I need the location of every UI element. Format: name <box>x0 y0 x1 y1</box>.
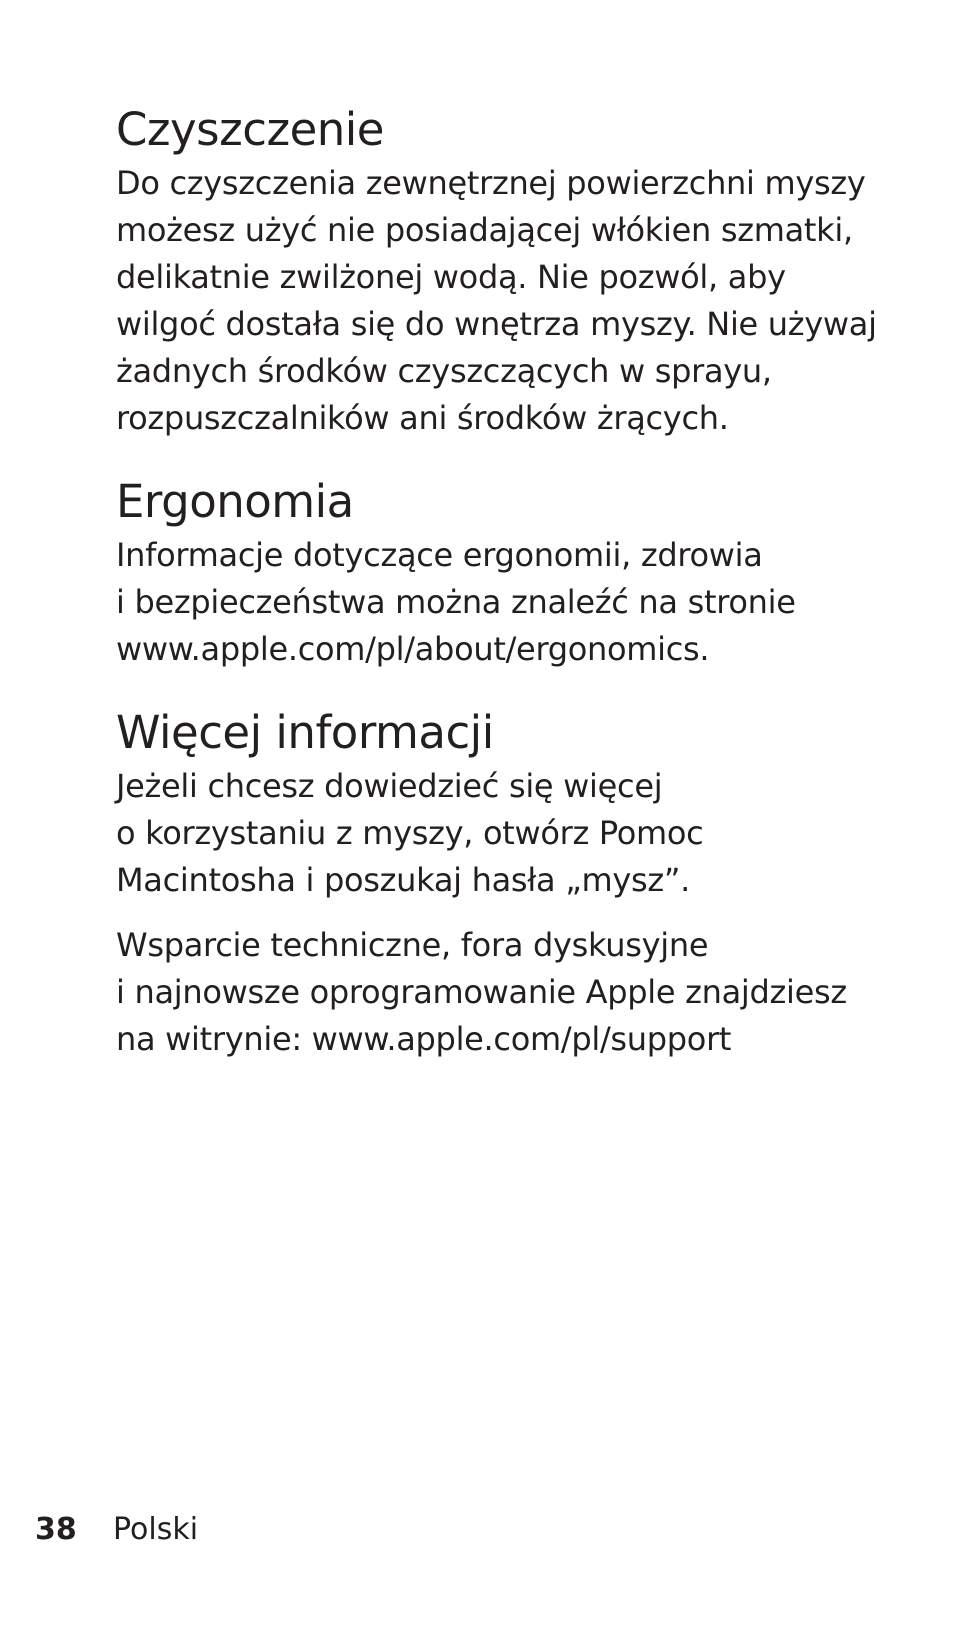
paragraph-cleaning <box>116 160 896 442</box>
section-title-ergonomics: Ergonomia <box>116 475 354 528</box>
text-line: i najnowsze oprogramowanie Apple znajdziesz <box>116 973 847 1011</box>
section-more-info <box>116 703 896 1063</box>
section-cleaning <box>116 100 896 442</box>
support-url-line: na witrynie: www.apple.com/pl/support <box>116 1020 732 1058</box>
text-line: rozpuszczalników ani środków żrących. <box>116 399 729 437</box>
text-line: Jeżeli chcesz dowiedzieć się więcej <box>116 767 663 805</box>
paragraph-ergonomics <box>116 532 896 673</box>
spacer <box>116 904 896 922</box>
text-line: delikatnie zwilżonej wodą. Nie pozwól, aby <box>116 258 786 296</box>
section-ergonomics <box>116 472 896 673</box>
ergonomics-url: www.apple.com/pl/about/ergonomics. <box>116 630 710 668</box>
paragraph-more-info-support <box>116 922 896 1063</box>
text-line: o korzystaniu z myszy, otwórz Pomoc <box>116 814 704 852</box>
page-footer <box>35 1510 198 1550</box>
text-line: możesz użyć nie posiadającej włókien szmatki, <box>116 211 853 249</box>
section-title-cleaning: Czyszczenie <box>116 103 384 156</box>
section-title-more-info: Więcej informacji <box>116 706 494 759</box>
page-number: 38 <box>35 1512 77 1547</box>
text-line: i bezpieczeństwa można znaleźć na stronie <box>116 583 796 621</box>
text-line: wilgoć dostała się do wnętrza myszy. Nie używaj <box>116 305 877 343</box>
spacer <box>116 673 896 703</box>
footer-language: Polski <box>113 1512 199 1547</box>
spacer <box>116 442 896 472</box>
text-line: Informacje dotyczące ergonomii, zdrowia <box>116 536 763 574</box>
text-line: żadnych środków czyszczących w sprayu, <box>116 352 772 390</box>
text-line: Wsparcie techniczne, fora dyskusyjne <box>116 926 709 964</box>
text-line: Do czyszczenia zewnętrznej powierzchni myszy <box>116 164 866 202</box>
paragraph-more-info-help <box>116 763 896 904</box>
text-line: Macintosha i poszukaj hasła „mysz”. <box>116 861 691 899</box>
page-content <box>116 100 896 1063</box>
